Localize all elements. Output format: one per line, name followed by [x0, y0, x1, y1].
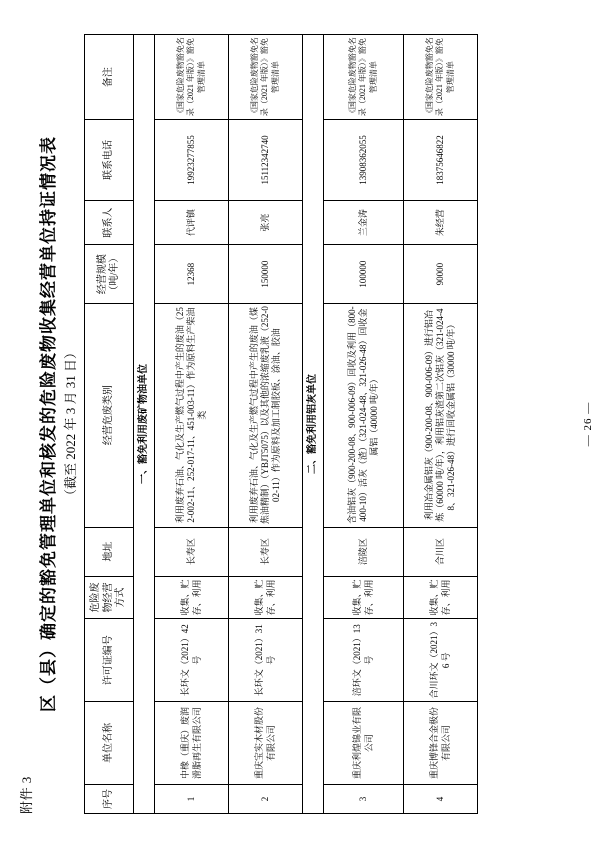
- permit-table: [84, 34, 478, 814]
- cell-scale: 12368: [155, 245, 229, 303]
- cell-scale: 100000: [324, 245, 404, 303]
- cell-license: 涪环文（2021）13 号: [324, 619, 404, 702]
- cell-address: 合川区: [404, 527, 478, 576]
- cell-phone: 13908362055: [324, 120, 404, 201]
- cell-mode: 收集、贮存、利用: [155, 576, 229, 619]
- cell-remark: 《国家危险废物豁免名录（2021 年版）》豁免管理清单: [229, 35, 303, 120]
- cell-remark: 《国家危险废物豁免名录（2021 年版）》豁免管理清单: [155, 35, 229, 120]
- cell-name: 重庆博锋合金极份有限公司: [404, 702, 478, 785]
- cell-remark: 《国家危险废物豁免名录（2021 年版）》豁免管理清单: [404, 35, 478, 120]
- table-row: [229, 35, 303, 814]
- table-row: [404, 35, 478, 814]
- cell-mode: 收集、贮存、利用: [229, 576, 303, 619]
- cell-phone: 19923277855: [155, 120, 229, 201]
- cell-license: 长环文（2021）31 号: [229, 619, 303, 702]
- col-header-mode: 危险废物经营方式: [85, 576, 134, 619]
- section-row: [134, 35, 155, 814]
- cell-person: 张亮: [229, 200, 303, 245]
- col-header-person: 联系人: [85, 200, 134, 245]
- page-subtitle: （截至 2022 年 3 月 31 日）: [63, 346, 78, 503]
- cell-no: 3: [324, 784, 404, 813]
- section-title-1: 一、豁免利用废矿物油单位: [134, 35, 155, 814]
- cell-name: 重庆宝实木材股份有限公司: [229, 702, 303, 785]
- section-row: [303, 35, 324, 814]
- cell-person: 朱经营: [404, 200, 478, 245]
- cell-scale: 150000: [229, 245, 303, 303]
- col-header-no: 序号: [85, 784, 134, 813]
- col-header-address: 地址: [85, 527, 134, 576]
- page-number: — 26 —: [582, 401, 594, 447]
- cell-type: 利用废弃石油、气化及生产燃气过程中产生的废油（252-002-11、252-017-11、451-003-11）作为原料生产柴油类: [155, 303, 229, 527]
- attachment-label: 附件 3: [19, 776, 34, 814]
- col-header-name: 单位名称: [85, 702, 134, 785]
- cell-no: 2: [229, 784, 303, 813]
- cell-mode: 收集、贮存、利用: [324, 576, 404, 619]
- cell-no: 4: [404, 784, 478, 813]
- cell-no: 1: [155, 784, 229, 813]
- col-header-type: 经营危废类别: [85, 303, 134, 527]
- cell-phone: 18375646822: [404, 120, 478, 201]
- cell-type: 利用废弃石油、气化及生产燃气过程中产生的废油（煤焦油精制）（YBJT5075）以及其他的浓缩废乳液（252-002-11）作为原料及加工制胶板、涂油、胶油: [229, 303, 303, 527]
- cell-name: 中橡（重庆）废润滑脂再生有限公司: [155, 702, 229, 785]
- cell-person: 兰金涛: [324, 200, 404, 245]
- cell-name: 重庆利煌锦业有限公司: [324, 702, 404, 785]
- cell-address: 长寿区: [229, 527, 303, 576]
- table-header-row: [85, 35, 134, 814]
- cell-license: 合川环文（2021）36 号: [404, 619, 478, 702]
- cell-address: 涪陵区: [324, 527, 404, 576]
- table-row: [324, 35, 404, 814]
- col-header-license: 许可证编号: [85, 619, 134, 702]
- cell-phone: 15112342740: [229, 120, 303, 201]
- cell-scale: 90000: [404, 245, 478, 303]
- cell-license: 长环文（2021）42 号: [155, 619, 229, 702]
- cell-mode: 收集、贮存、利用: [404, 576, 478, 619]
- cell-address: 长寿区: [155, 527, 229, 576]
- section-title-2: 二、豁免利用铝灰单位: [303, 35, 324, 814]
- col-header-phone: 联系电话: [85, 120, 134, 201]
- cell-remark: 《国家危险废物豁免名录（2021 年版）》豁免管理清单: [324, 35, 404, 120]
- page-title: 区（县）确定的豁免管理单位和核发的危险废物收集经营单位持证情况表: [39, 136, 58, 712]
- cell-person: 代评镇: [155, 200, 229, 245]
- col-header-scale: 经营规模（吨/年）: [85, 245, 134, 303]
- cell-type: 利用冶金属铝灰（900-200-08、900-006-09）进行铝冶炼（60000 吨/年），利用铝灰渣第二次铝灰（321-024-48、321-026-48）进行回收金属铝（30000 吨/年）: [404, 303, 478, 527]
- col-header-remark: 备注: [85, 35, 134, 120]
- table-row: [155, 35, 229, 814]
- cell-type: 含油铝灰（900-200-08、900-006-09）回收及利用（800-400-10）活灰（渣）（321-024-48、321-026-48）回收金属铝（40000 吨/年）: [324, 303, 404, 527]
